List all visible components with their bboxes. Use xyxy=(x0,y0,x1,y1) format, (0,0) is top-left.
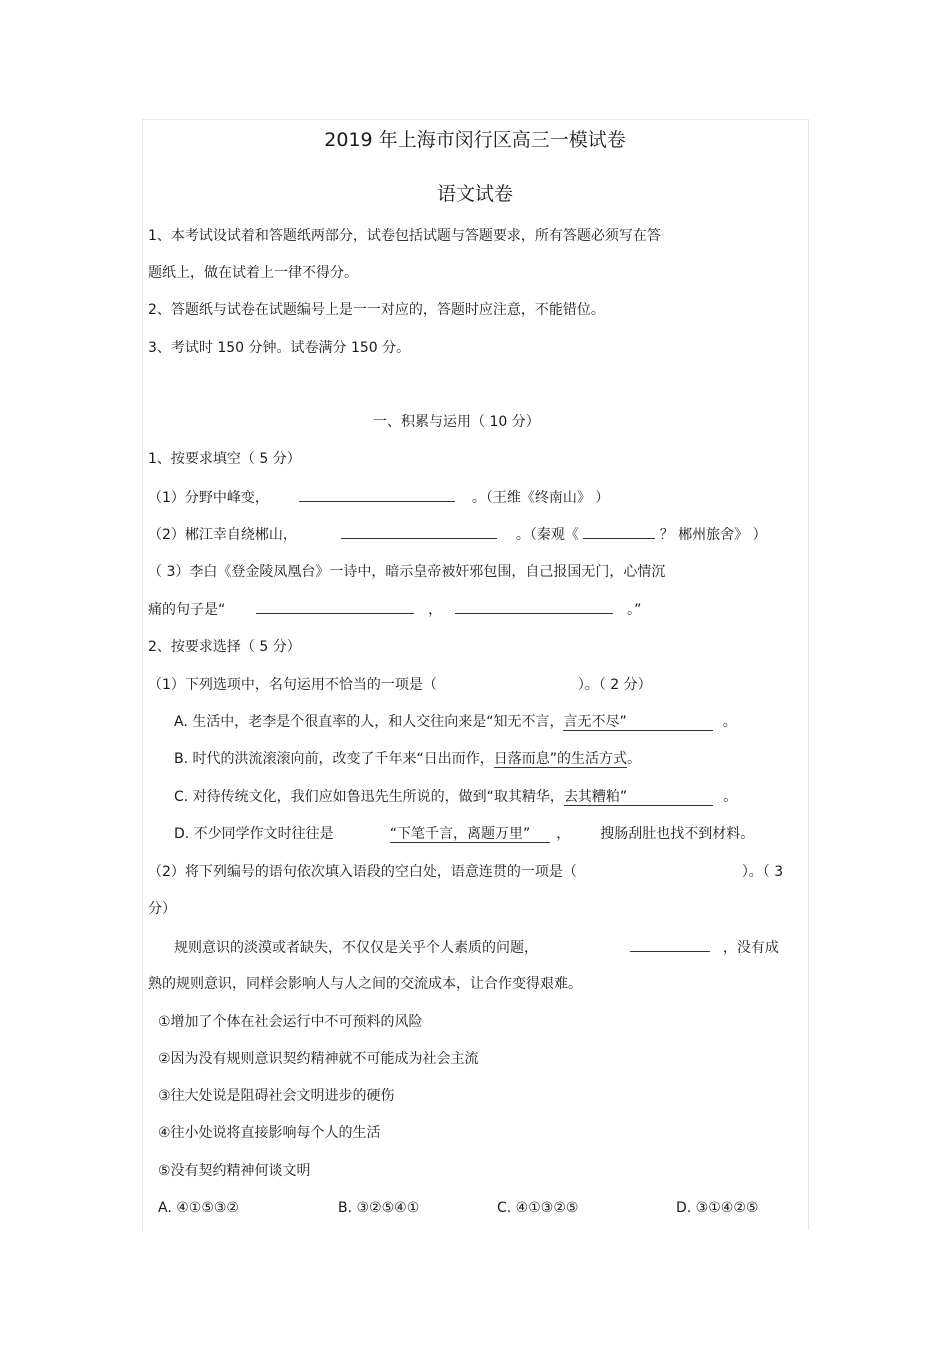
passage-text-end: ，没有成 xyxy=(722,940,779,956)
option-d-end: 搜肠刮肚也找不到材料。 xyxy=(600,826,755,842)
note-1-line-2: 题纸上，做在试着上一律不得分。 xyxy=(148,265,358,281)
question-2-part-1 xyxy=(148,675,652,695)
choice-d[interactable]: D. ③①④②⑤ xyxy=(676,1200,759,1216)
answer-blank[interactable] xyxy=(583,524,655,539)
part-1-prompt: （1）下列选项中，名句运用不恰当的一项是（ xyxy=(148,677,437,693)
item-3-end: 。” xyxy=(627,602,642,618)
item-2-prefix: （2）郴江幸自绕郴山， xyxy=(148,527,297,543)
option-b-end: 。 xyxy=(627,751,642,767)
item-2-source-start: 。（秦观《 xyxy=(515,527,584,543)
part-2-points-cont: 分） xyxy=(148,901,176,917)
answer-blank[interactable] xyxy=(256,599,414,614)
item-3-separator: ， xyxy=(428,602,443,618)
question-1-item-2 xyxy=(148,524,767,545)
question-1-item-3-line-1: （ 3）李白《登金陵凤凰台》一诗中，暗示皇帝被奸邪包围，自己报国无门，心情沉 xyxy=(148,564,666,580)
sentence-2: ②因为没有规则意识契约精神就不可能成为社会主流 xyxy=(158,1051,479,1067)
question-2-label: 2、按要求选择（ 5 分） xyxy=(148,639,301,655)
choice-b[interactable]: B. ③②⑤④① xyxy=(338,1200,420,1216)
item-1-source: 。（王维《终南山》 ） xyxy=(471,490,610,506)
item-1-prefix: （1）分野中峰变， xyxy=(148,490,269,506)
passage-text: 规则意识的淡漠或者缺失，不仅仅是关乎个人素质的问题， xyxy=(174,940,538,956)
part-1-points: ）。（ 2 分） xyxy=(577,677,652,693)
exam-title: 2019 年上海市闵行区高三一模试卷 xyxy=(324,129,626,151)
sentence-5: ⑤没有契约精神何谈文明 xyxy=(158,1163,311,1179)
note-2: 2、答题纸与试卷在试题编号上是一一对应的，答题时应注意，不能错位。 xyxy=(148,302,605,318)
option-c-end: 。 xyxy=(723,789,738,805)
option-d-quote: “下笔千言，离题万里” xyxy=(390,826,551,843)
option-b-quote: 日落而息”的生活方式 xyxy=(493,751,628,767)
note-1-line-1: 1、本考试设试着和答题纸两部分，试卷包括试题与答题要求，所有答题必须写在答 xyxy=(148,228,661,244)
answer-blank[interactable] xyxy=(341,524,497,539)
option-b xyxy=(174,749,641,769)
option-d xyxy=(174,824,754,844)
sentence-4: ④往小处说将直接影响每个人的生活 xyxy=(158,1125,381,1141)
question-1-label: 1、按要求填空（ 5 分） xyxy=(148,451,301,467)
passage-line-1 xyxy=(174,937,779,958)
question-2-part-2 xyxy=(148,862,783,882)
answer-blank[interactable] xyxy=(299,487,455,502)
choice-c[interactable]: C. ④①③②⑤ xyxy=(497,1200,579,1216)
item-3-prefix: 痛的句子是“ xyxy=(148,602,226,618)
passage-line-2: 熟的规则意识，同样会影响人与人之间的交流成本，让合作变得艰难。 xyxy=(148,976,582,992)
option-a-quote: 言无不尽” xyxy=(563,714,712,731)
note-3: 3、考试时 150 分钟。试卷满分 150 分。 xyxy=(148,340,411,356)
option-a-text: A. 生活中，老李是个很直率的人，和人交往向来是“知无不言， xyxy=(174,714,564,730)
exam-subtitle: 语文试卷 xyxy=(436,183,513,205)
sentence-1: ①增加了个体在社会运行中不可预料的风险 xyxy=(158,1014,423,1030)
option-b-text: B. 时代的洪流滚滚向前，改变了千年来“日出而作， xyxy=(174,751,494,767)
option-c-quote: 去其糟粕” xyxy=(564,789,713,806)
option-d-comma: ， xyxy=(556,826,571,842)
question-1-item-3-line-2 xyxy=(148,599,641,620)
option-d-text: D. 不少同学作文时往往是 xyxy=(174,826,334,842)
choice-a[interactable]: A. ④①⑤③② xyxy=(158,1200,239,1216)
option-a xyxy=(174,712,737,732)
answer-blank[interactable] xyxy=(630,937,710,952)
option-c xyxy=(174,787,737,807)
answer-blank[interactable] xyxy=(455,599,613,614)
sentence-3: ③往大处说是阻碍社会文明进步的硬伤 xyxy=(158,1088,395,1104)
option-c-text: C. 对待传统文化，我们应如鲁迅先生所说的，做到“取其精华， xyxy=(174,789,564,805)
part-2-points: ）。（ 3 xyxy=(741,864,784,880)
option-a-end: 。 xyxy=(722,714,737,730)
item-2-source-end: ？ 郴州旅舍》 ） xyxy=(659,527,767,543)
section-heading: 一、积累与运用（ 10 分） xyxy=(373,414,540,430)
question-1-item-1 xyxy=(148,487,609,508)
part-2-prompt: （2）将下列编号的语句依次填入语段的空白处，语意连贯的一项是（ xyxy=(148,864,577,880)
